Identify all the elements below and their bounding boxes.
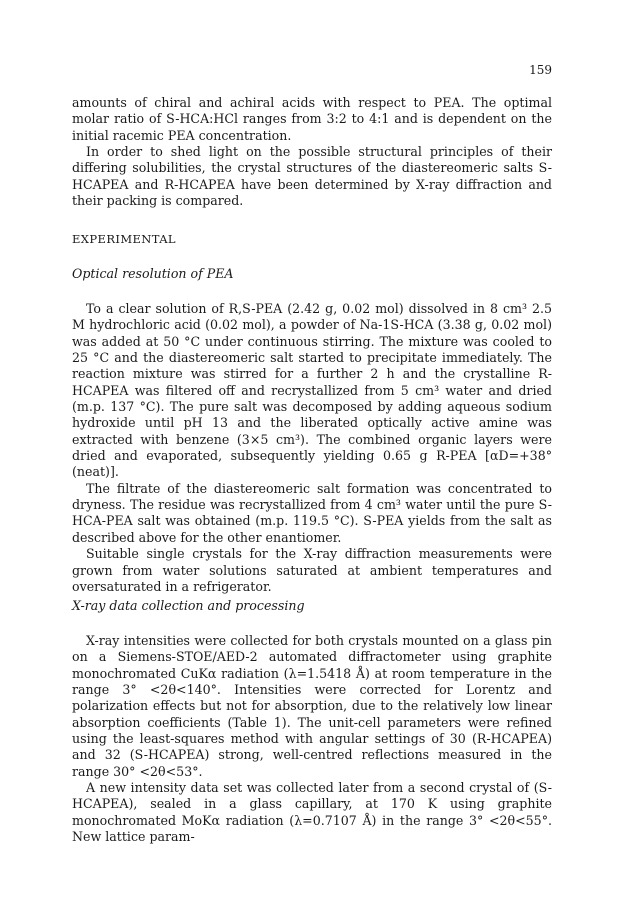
optical-resolution-paragraph-3: Suitable single crystals for the X-ray diffraction measurements were grown from water solutions saturated at ambient temperatures and oversaturated in a refrigerator. bbox=[72, 546, 552, 594]
section-heading-experimental: EXPERIMENTAL bbox=[72, 232, 176, 246]
xray-paragraph-2: A new intensity data set was collected later from a second crystal of (S-HCAPEA), sealed in a glass capillary, at 170 K using graphite monochromated MoKα radiation (λ=0.7107 Å) in the range 3° <2θ<55°. New lattice param- bbox=[72, 780, 552, 845]
intro-paragraph-1: amounts of chiral and achiral acids with respect to PEA. The optimal molar ratio of S-HCA:HCl ranges from 3:2 to 4:1 and is dependent on the initial racemic PEA concentration. bbox=[72, 95, 552, 143]
xray-block bbox=[72, 633, 552, 845]
optical-resolution-paragraph-2: The filtrate of the diastereomeric salt formation was concentrated to dryness. The residue was recrystallized from 4 cm³ water until the pure S-HCA-PEA salt was obtained (m.p. 119.5 °C). S-PEA yields from the salt as described above for the other enantiomer. bbox=[72, 480, 552, 545]
optical-resolution-block bbox=[72, 301, 552, 595]
page-number: 159 bbox=[529, 63, 552, 77]
xray-paragraph-1: X-ray intensities were collected for both crystals mounted on a glass pin on a Siemens-STOE/AED-2 automated diffractometer using graphite monochromated CuKα radiation (λ=1.5418 Å) at room temperature in the range 3° <2θ<140°. Intensities were corrected for Lorentz and polarization effects but not for absorption, due to the relatively low linear absorption coefficients (Table 1). The unit-cell parameters were refined using the least-squares method with angular settings of 30 (R-HCAPEA) and 32 (S-HCAPEA) strong, well-centred reflections measured in the range 30° <2θ<53°. bbox=[72, 633, 552, 779]
optical-resolution-paragraph-1: To a clear solution of R,S-PEA (2.42 g, 0.02 mol) dissolved in 8 cm³ 2.5 M hydrochloric acid (0.02 mol), a powder of Na-1S-HCA (3.38 g, 0.02 mol) was added at 50 °C under continuous stirring. The mixture was cooled to 25 °C and the diastereomeric salt started to precipitate immediately. The reaction mixture was stirred for a further 2 h and the crystalline R-HCAPEA was filtered off and recrystallized from 5 cm³ water and dried (m.p. 137 °C). The pure salt was decomposed by adding aqueous sodium hydroxide until pH 13 and the liberated optically active amine was extracted with benzene (3×5 cm³). The combined organic layers were dried and evaporated, subsequently yielding 0.65 g R-PEA [αD=+38° (neat)]. bbox=[72, 301, 552, 480]
subsection-title-optical-resolution: Optical resolution of PEA bbox=[72, 266, 234, 281]
intro-block bbox=[72, 95, 552, 209]
subsection-title-xray: X-ray data collection and processing bbox=[72, 598, 305, 613]
intro-paragraph-2: In order to shed light on the possible structural principles of their differing solubilities, the crystal structures of the diastereomeric salts S-HCAPEA and R-HCAPEA have been determined by X-ray diffraction and their packing is compared. bbox=[72, 144, 552, 209]
